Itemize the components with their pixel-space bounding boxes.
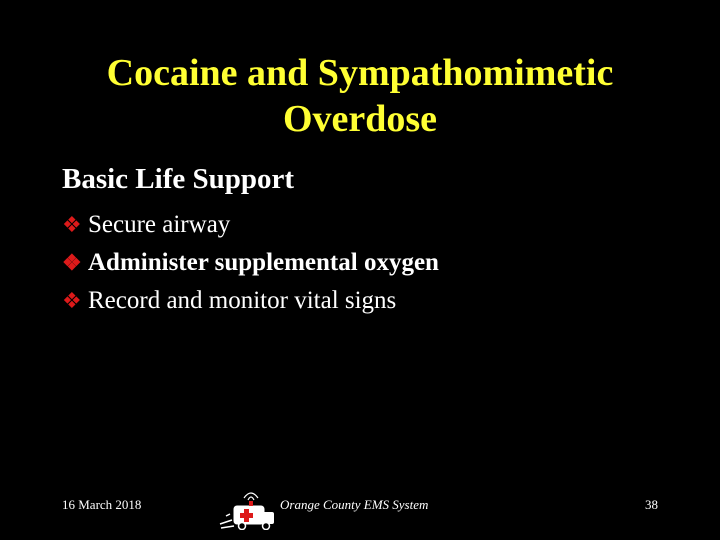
diamond-bullet-icon: ❖ [62,212,82,237]
slide-title [40,50,680,142]
footer-page-number: 38 [645,497,658,512]
bullet-text: Record and monitor vital signs [88,287,397,314]
slide-title-line-1: Cocaine and Sympathomimetic [106,52,614,94]
section-heading: Basic Life Support [62,163,295,195]
bullet-text: Secure airway [88,211,231,238]
bullet-item [62,206,439,244]
ambulance-icon [218,488,280,530]
footer-organization: Orange County EMS System [280,497,429,512]
bullet-text: Administer supplemental oxygen [88,249,439,276]
bullet-item [62,282,439,320]
diamond-bullet-icon: ❖ [62,288,82,313]
bullet-list [62,206,439,320]
slide-title-line-2: Overdose [282,98,438,140]
diamond-bullet-icon: ❖ [62,250,82,275]
footer-date: 16 March 2018 [62,497,142,512]
bullet-item [62,244,439,282]
